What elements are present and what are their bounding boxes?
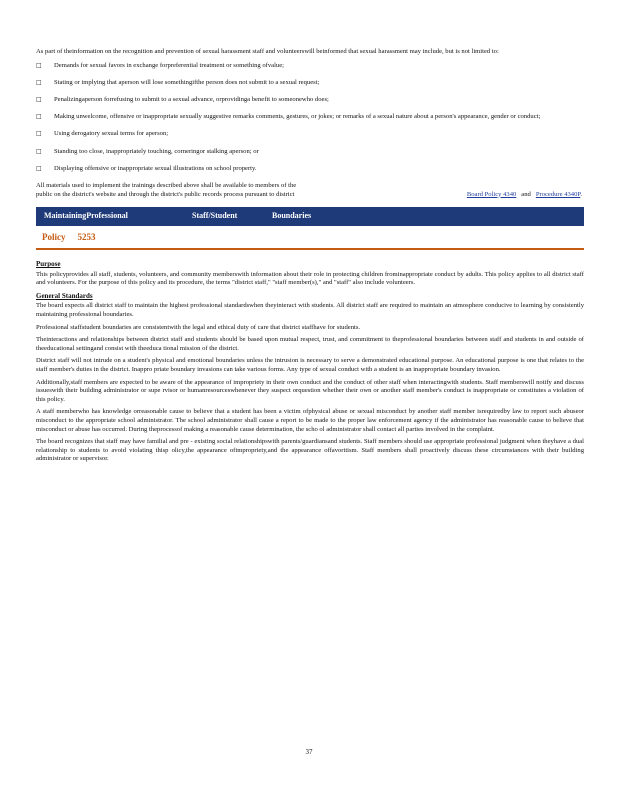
and-text: and bbox=[521, 190, 531, 198]
checkbox-bullet-icon: □ bbox=[36, 78, 42, 86]
section-title-part-3: Boundaries bbox=[272, 211, 312, 221]
policy-label: Policy bbox=[42, 231, 66, 242]
list-item: □ Using derogatory sexual terms for aperson; bbox=[36, 130, 169, 138]
list-item: □ Demands for sexual favors in exchange forpreferential treatment or something ofvalue; bbox=[36, 61, 284, 69]
general-paragraph: A staff memberwho has knowledge orreasonable cause to believe that a student has been a victim ofphysical abuse or sexual misconduct by another staff member isrequiredby law to report such abuseor misconduct to the appropriate school administrator. The school administrator shall cause a report to be made to the proper law enforcement agency if the administrator has reasonable cause to believe that misconduct or abuse has occurred. During theprocessof making a reasonable cause determination, the scho ol administrator shall contact all parties involved in the complaint. bbox=[36, 408, 584, 433]
materials-text: All materials used to implement the trainings described above shall be available to members of the public on the district's website and through the district's public records process pursuant to district bbox=[36, 181, 297, 198]
checkbox-bullet-icon: □ bbox=[36, 164, 42, 172]
list-item: □ Making unwelcome, offensive or inappropriate sexually suggestive remarks comments, gestures, or jokes; or remarks of a sexual nature about a person's appearance, gender or conduct; bbox=[36, 113, 541, 121]
checkbox-bullet-icon: □ bbox=[36, 113, 42, 121]
general-paragraph: Theinteractions and relationships between district staff and students should be based upon mutual respect, trust, and commitment to theprofessional boundaries between staff and students in and outside of theeducational settingand consist with theeduca tional mission of the district. bbox=[36, 336, 584, 352]
procedure-4340p-link[interactable]: Procedure 4340P bbox=[535, 190, 581, 198]
purpose-paragraph: This policyprovides all staff, students, volunteers, and community memberswith information about their role in protecting children frominappropriate conduct by adults. This policy applies to all district staff and volunteers. For the purpose of this policy and its procedure, the terms "district staff," "staff member(s)," and "staff" also include volunteers. bbox=[36, 270, 584, 287]
intro-paragraph: As part of theinformation on the recognition and prevention of sexual harassment staff and volunteerswill beinformed that sexual harassment may include, but is not limited to: bbox=[36, 48, 499, 55]
policy-number: 5253 bbox=[77, 231, 96, 242]
general-paragraph: The board expects all district staff to maintain the highest professional standardswhen theyinteract with students. All district staff are required to maintain an atmosphere conducive to learning by consistently maintaining professional boundaries. bbox=[36, 302, 584, 319]
section-title-part-2: Staff/Student bbox=[192, 211, 238, 221]
list-item: □ Stating or implying that aperson will lose somethingifthe person does not submit to a sexual request; bbox=[36, 78, 320, 86]
section-title-part-1: MaintainingProfessional bbox=[44, 211, 128, 221]
list-item: □ Displaying offensive or inappropriate sexual illustrations on school property. bbox=[36, 164, 257, 172]
harassment-examples-list bbox=[36, 62, 584, 174]
list-item: □ Penalizingaperson forrefusing to submit to a sexual advance, orprovidinga benefit to someonewho does; bbox=[36, 95, 329, 103]
materials-note bbox=[36, 182, 584, 199]
checkbox-bullet-icon: □ bbox=[36, 95, 42, 103]
general-paragraph: The board recognizes that staff may have familial and pre - existing social relationshipswith parents/guardiansand students. Staff members should use appropriate professional judgment when theyhave a dual relationship to students to avoid violating thisp olicy,the appearance ofimpropriety,and the appearance offavoritism. Staff members shall proactively discuss these circumstances with their building administrator or supervisor. bbox=[36, 438, 584, 463]
general-paragraph: Professional staffstudent boundaries are consistentwith the legal and ethical duty of care that district staffhave for students. bbox=[36, 323, 361, 331]
purpose-heading: Purpose bbox=[36, 260, 61, 269]
section-title-bar bbox=[36, 207, 584, 226]
general-paragraph: Additionally,staff members are expected to be aware of the appearance of impropriety in their own conduct and the conduct of other staff when interactingwith students. Staff memberswill notify and discuss issueswith their building administrator or supe rvisor or humanresourceswhenever they suspect orquestion whether their own or another staff member's conduct is inappropriate or constitutes a violation of this policy. bbox=[36, 378, 584, 403]
checkbox-bullet-icon: □ bbox=[36, 61, 42, 69]
board-policy-4340-link[interactable]: Board Policy 4340 bbox=[466, 190, 517, 198]
page-content bbox=[36, 48, 584, 468]
policy-references: Board Policy 4340 and Procedure 4340P. bbox=[466, 190, 582, 198]
page-number: 37 bbox=[305, 748, 313, 756]
list-item: □ Standing too close, inappropriately touching, corneringor stalking aperson; or bbox=[36, 147, 259, 155]
checkbox-bullet-icon: □ bbox=[36, 130, 42, 138]
general-standards-heading: General Standards bbox=[36, 291, 93, 300]
checkbox-bullet-icon: □ bbox=[36, 147, 42, 155]
general-paragraph: District staff will not intrude on a student's physical and emotional boundaries unless the intrusion is necessary to serve a demonstrated educational purpose. An educational purpose is one that relates to the staff member's duties in the district. Inappro priate boundary invasions can take various forms. Any type of sexual conduct with a student is an inappropriate boundary invasion. bbox=[36, 357, 584, 374]
policy-number-row bbox=[36, 226, 584, 250]
